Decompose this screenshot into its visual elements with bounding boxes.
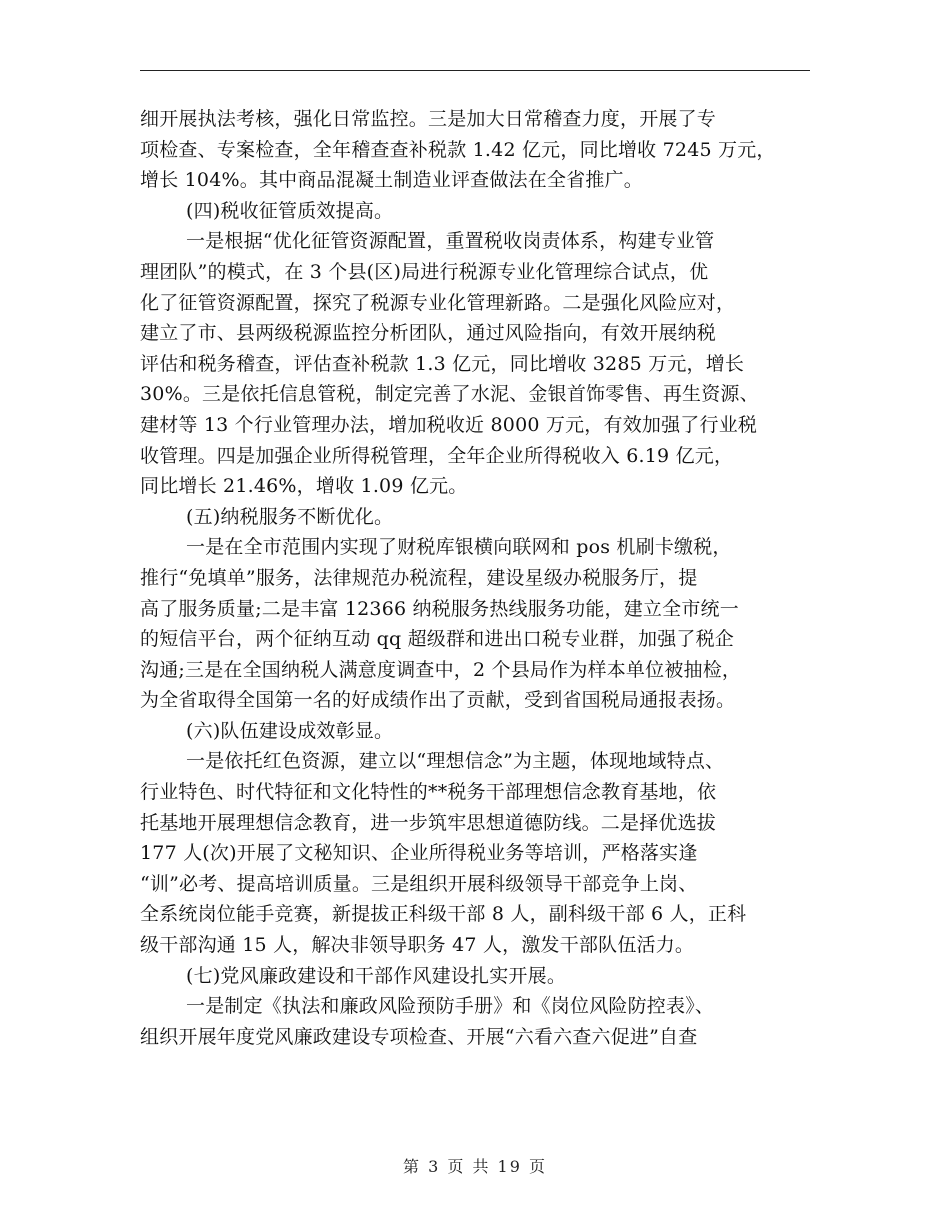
text-line: 一是根据“优化征管资源配置，重置税收岗责体系，构建专业管 (186, 230, 715, 253)
header-rule (140, 70, 810, 71)
text-line: 建立了市、县两级税源监控分析团队，通过风险指向，有效开展纳税 (140, 322, 717, 345)
text-line: 沟通;三是在全国纳税人满意度调查中，2 个县局作为样本单位被抽检， (140, 658, 742, 681)
text-line: (四)税收征管质效提高。 (186, 199, 394, 222)
text-line: 全系统岗位能手竞赛，新提拔正科级干部 8 人，副科级干部 6 人，正科 (140, 903, 747, 926)
body-text (140, 104, 820, 1052)
text-line: 细开展执法考核，强化日常监控。三是加大日常稽查力度，开展了专 (140, 108, 717, 130)
text-line: 177 人(次)开展了文秘知识、企业所得税业务等培训，严格落实逢 (140, 842, 698, 865)
text-line: 增长 104%。其中商品混凝土制造业评查做法在全省推广。 (140, 169, 643, 192)
text-line: 化了征管资源配置，探究了税源专业化管理新路。二是强化风险应对， (140, 291, 736, 314)
text-line: 为全省取得全国第一名的好成绩作出了贡献，受到省国税局通报表扬。 (140, 689, 736, 712)
text-line: 一是依托红色资源，建立以“理想信念”为主题，体现地域特点、 (186, 750, 725, 773)
text-line: 同比增长 21.46%，增收 1.09 亿元。 (140, 475, 468, 498)
text-line: (五)纳税服务不断优化。 (186, 505, 394, 528)
text-line: 的短信平台，两个征纳互动 qq 超级群和进出口税专业群，加强了税企 (140, 628, 735, 651)
text-line: 一是制定《执法和廉政风险预防手册》和《岗位风险防控表》、 (186, 995, 715, 1018)
text-line: 理团队”的模式，在 3 个县(区)局进行税源专业化管理综合试点，优 (140, 260, 709, 283)
text-line: “训”必考、提高培训质量。三是组织开展科级领导干部竞争上岗、 (140, 872, 698, 895)
text-line: 行业特色、时代特征和文化特性的**税务干部理想信念教育基地，依 (140, 781, 717, 804)
text-line: 推行“免填单”服务，法律规范办税流程，建设星级办税服务厅，提 (140, 566, 698, 589)
text-line: 建材等 13 个行业管理办法，增加税收近 8000 万元，有效加强了行业税 (140, 413, 758, 436)
text-line: 项检查、专案检查，全年稽查查补税款 1.42 亿元，同比增收 7245 万元， (140, 138, 776, 161)
text-line: 级干部沟通 15 人，解决非领导职务 47 人，激发干部队伍活力。 (140, 934, 695, 957)
text-line: 收管理。四是加强企业所得税管理，全年企业所得税收入 6.19 亿元， (140, 444, 734, 467)
text-line: 一是在全市范围内实现了财税库银横向联网和 pos 机刷卡缴税， (186, 536, 732, 559)
text-line: 高了服务质量;二是丰富 12366 纳税服务热线服务功能，建立全市统一 (140, 597, 739, 620)
text-line: (七)党风廉政建设和干部作风建设扎实开展。 (186, 964, 567, 987)
text-line: 托基地开展理想信念教育，进一步筑牢思想道德防线。二是择优选拔 (140, 811, 717, 834)
text-line: 组织开展年度党风廉政建设专项检查、开展“六看六查六促进”自查 (140, 1025, 698, 1048)
text-line: 30%。三是依托信息管税，制定完善了水泥、金银首饰零售、再生资源、 (140, 383, 759, 406)
page-footer: 第 3 页 共 19 页 (403, 1157, 547, 1176)
text-line: 评估和税务稽查，评估查补税款 1.3 亿元，同比增收 3285 万元，增长 (140, 352, 745, 375)
text-line: (六)队伍建设成效彰显。 (186, 719, 394, 742)
